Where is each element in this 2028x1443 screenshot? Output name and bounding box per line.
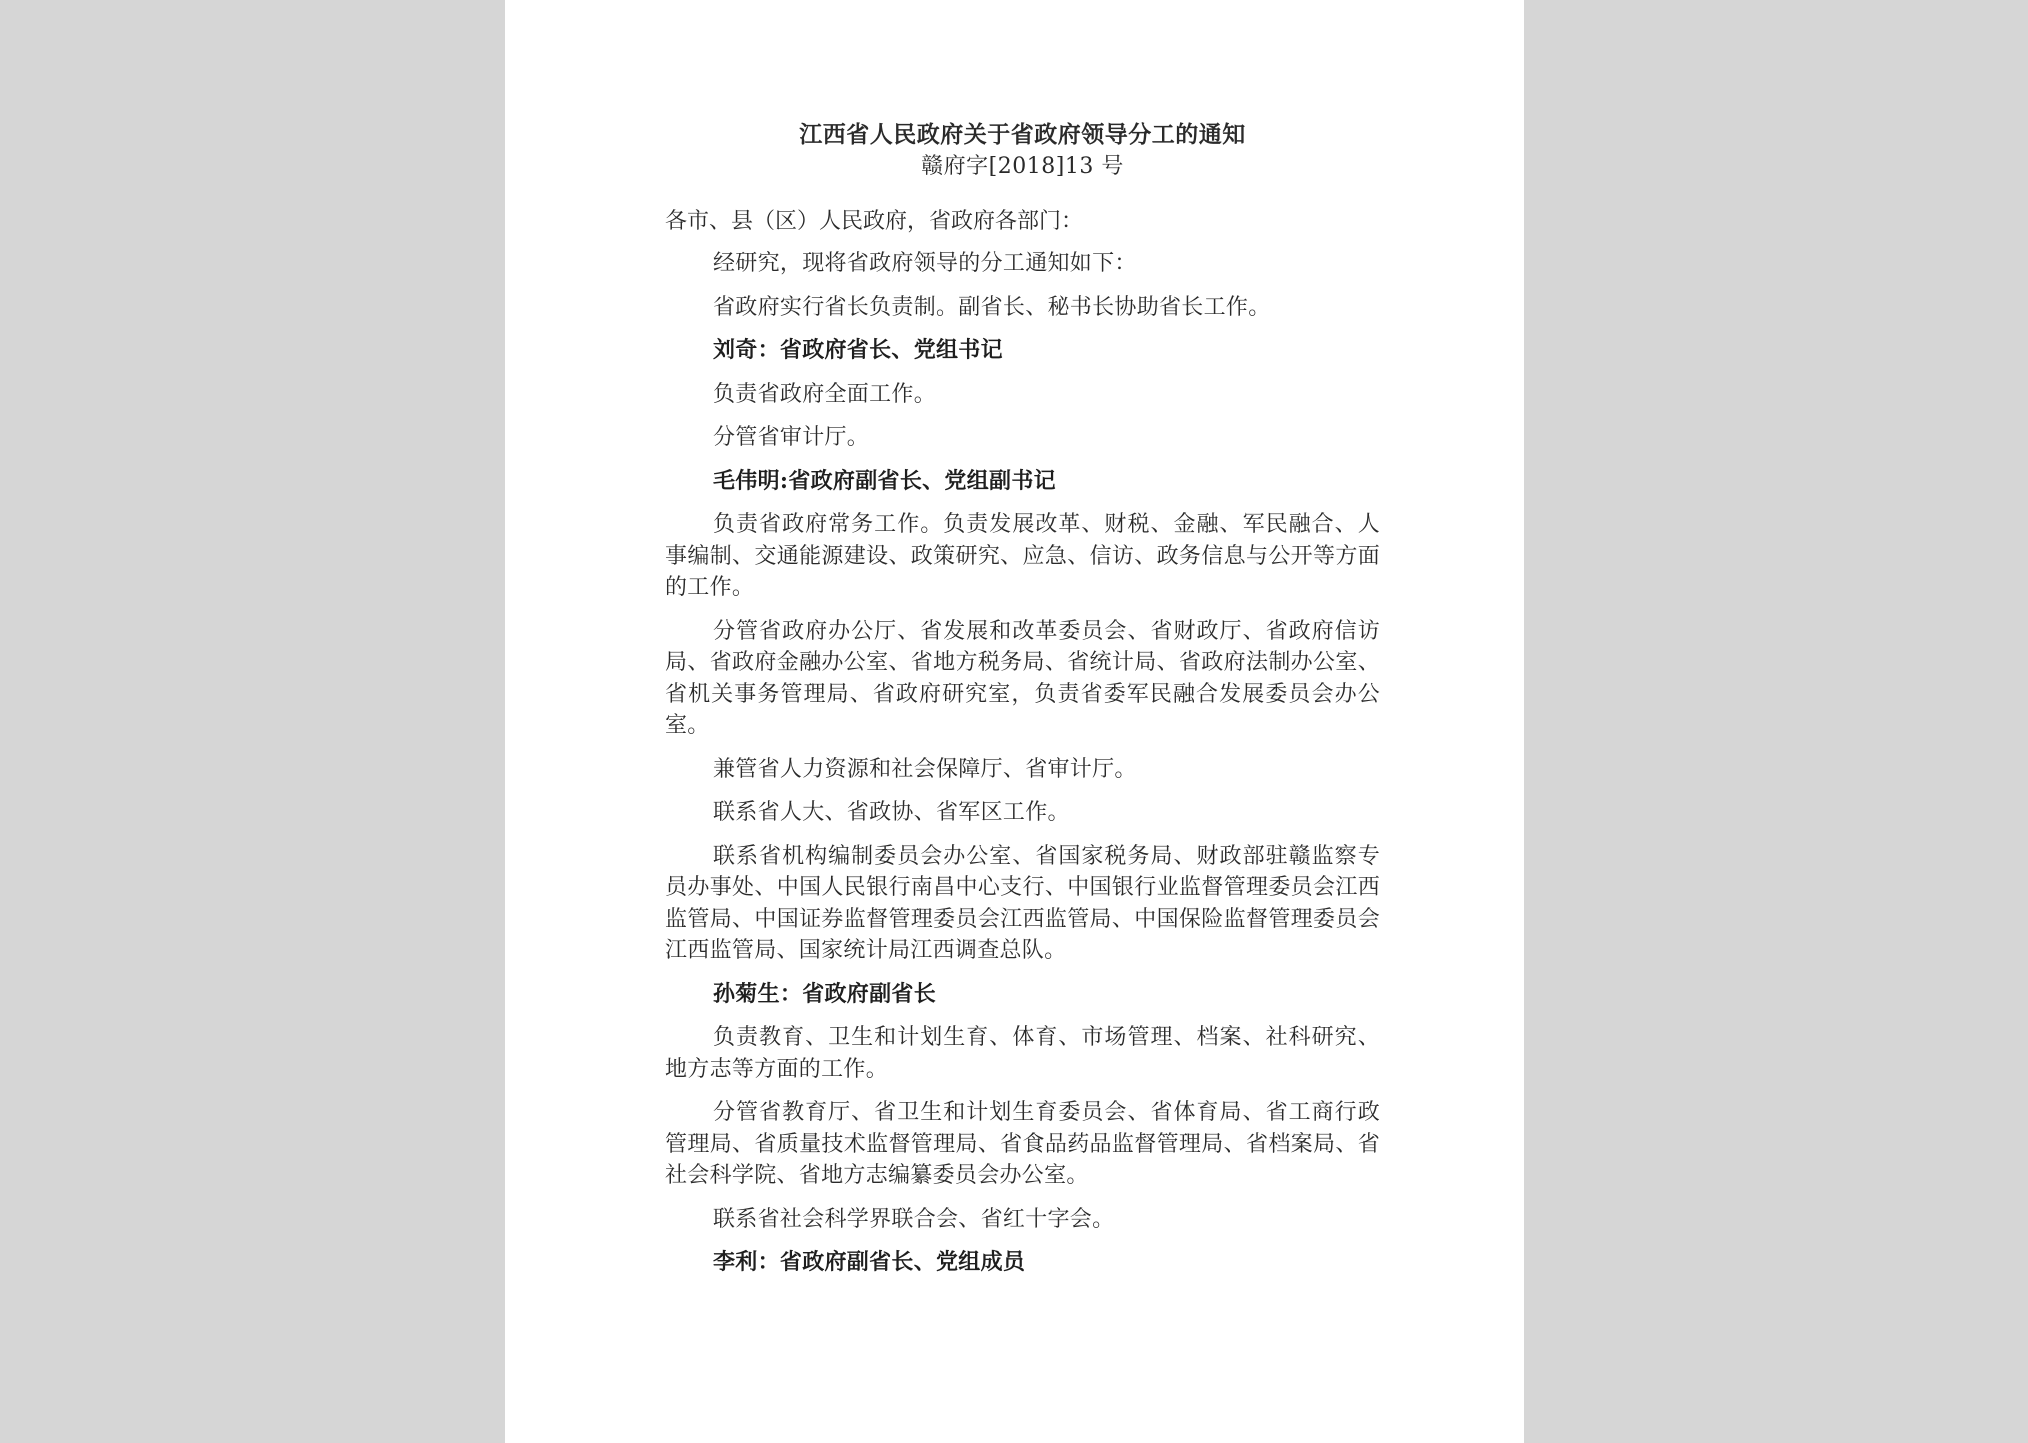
paragraph: 分管省政府办公厅、省发展和改革委员会、省财政厅、省政府信访局、省政府金融办公室、省地方税务局、省统计局、省政府法制办公室、省机关事务管理局、省政府研究室，负责省委军民融合发展委员会办公室。 — [665, 618, 1380, 738]
paragraph: 经研究，现将省政府领导的分工通知如下： — [713, 251, 1137, 276]
paragraph: 负责省政府全面工作。 — [713, 381, 937, 407]
paragraph: 省政府实行省长负责制。副省长、秘书长协助省长工作。 — [713, 294, 1271, 320]
leader-heading: 毛伟明:省政府副省长、党组副书记 — [713, 467, 1056, 494]
leader-heading: 李利：省政府副省长、党组成员 — [713, 1249, 1026, 1275]
paragraph: 负责省政府常务工作。负责发展改革、财税、金融、军民融合、人事编制、交通能源建设、政策研究、应急、信访、政务信息与公开等方面的工作。 — [665, 512, 1380, 600]
paragraph: 联系省社会科学界联合会、省红十字会。 — [713, 1206, 1115, 1232]
document-title: 江西省人民政府关于省政府领导分工的通知 — [799, 121, 1246, 148]
leader-heading: 刘奇：省政府省长、党组书记 — [713, 337, 1003, 363]
document-number: 赣府字[2018]13 号 — [921, 154, 1124, 179]
paragraph: 兼管省人力资源和社会保障厅、省审计厅。 — [713, 756, 1137, 782]
paragraph: 分管省教育厅、省卫生和计划生育委员会、省体育局、省工商行政管理局、省质量技术监督管理局、省食品药品监督管理局、省档案局、省社会科学院、省地方志编纂委员会办公室。 — [665, 1100, 1380, 1188]
paragraph-list — [665, 248, 1380, 1279]
document-page — [505, 0, 1524, 1443]
paragraph: 联系省机构编制委员会办公室、省国家税务局、财政部驻赣监察专员办事处、中国人民银行南昌中心支行、中国银行业监督管理委员会江西监管局、中国证券监督管理委员会江西监管局、中国保险监督管理委员会江西监管局、国家统计局江西调查总队。 — [665, 843, 1380, 963]
paragraph: 联系省人大、省政协、省军区工作。 — [713, 800, 1070, 825]
salutation: 各市、县（区）人民政府，省政府各部门： — [665, 209, 1084, 234]
paragraph: 负责教育、卫生和计划生育、体育、市场管理、档案、社科研究、地方志等方面的工作。 — [665, 1025, 1380, 1082]
leader-heading: 孙菊生：省政府副省长 — [713, 980, 937, 1007]
paragraph: 分管省审计厅。 — [713, 425, 870, 450]
document-body — [665, 118, 1380, 1291]
